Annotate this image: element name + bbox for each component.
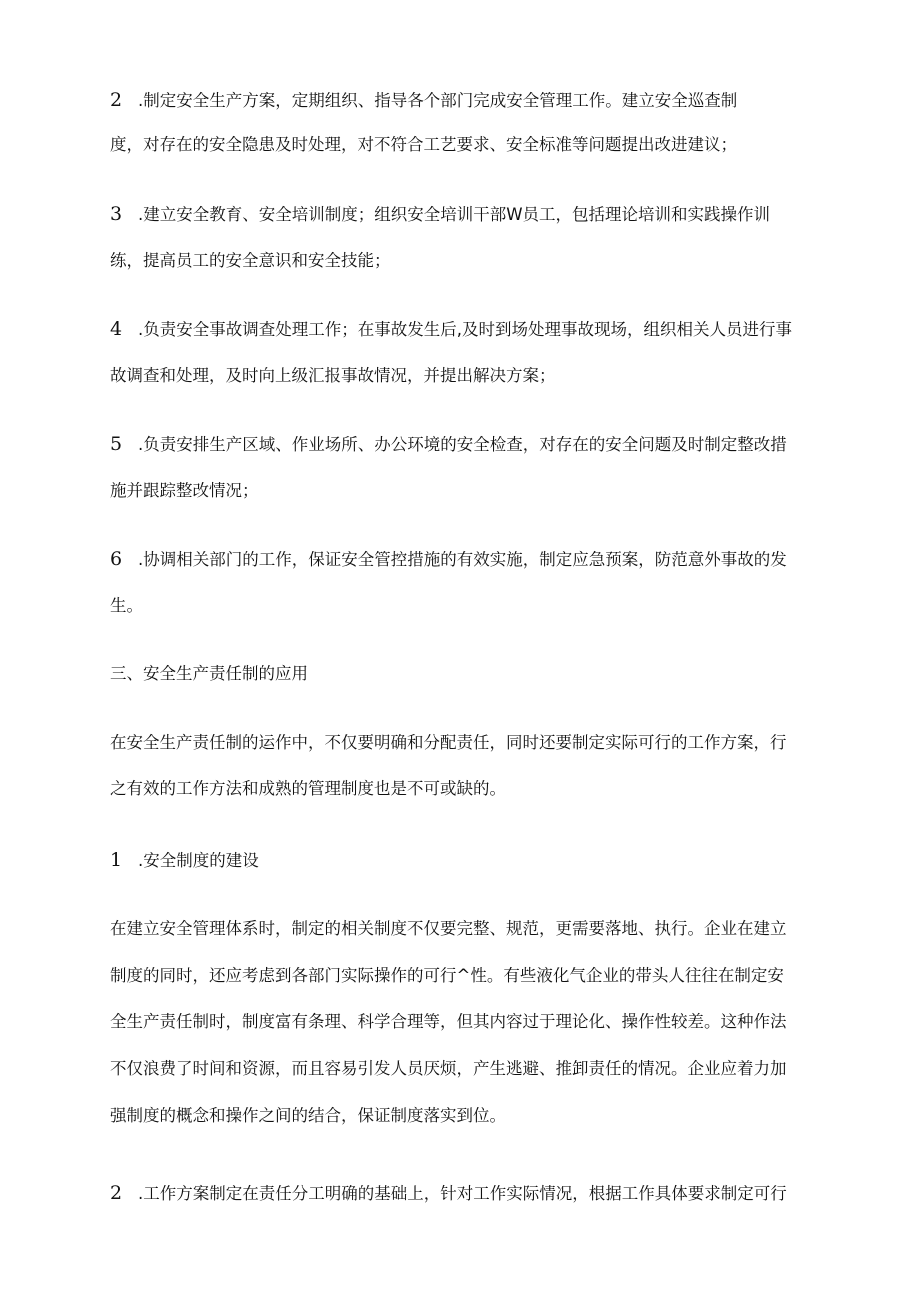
subsection-1-heading [110, 848, 810, 873]
list-item-2-line-1 [110, 88, 810, 113]
subsection-text: .工作方案制定在责任分工明确的基础上，针对工作实际情况，根据工作具体要求制定可行 [138, 1184, 787, 1203]
list-item-3-line-2: 练，提高员工的安全意识和安全技能； [110, 251, 391, 270]
list-item-4-line-1 [110, 317, 810, 342]
subsection-title: .安全制度的建设 [138, 851, 259, 870]
list-item-6-line-1 [110, 547, 810, 572]
list-item-text: .负责安全事故调查处理工作；在事故发生后,及时到场处理事故现场，组织相关人员进行事 [138, 320, 792, 339]
intro-paragraph-line-2: 之有效的工作方法和成熟的管理制度也是不可或缺的。 [110, 779, 506, 798]
subsection-1-para-line-3: 全生产责任制时，制度富有条理、科学合理等，但其内容过于理论化、操作性较差。这种作法 [110, 1012, 787, 1031]
section-heading: 三、安全生产责任制的应用 [110, 664, 308, 683]
subsection-number: 2 [110, 1182, 123, 1204]
list-item-number: 5 [110, 433, 123, 455]
list-item-text: .负责安排生产区域、作业场所、办公环境的安全检查，对存在的安全问题及时制定整改措 [138, 435, 787, 454]
list-item-2-line-2: 度，对存在的安全隐患及时处理，对不符合工艺要求、安全标准等问题提出改进建议； [110, 135, 737, 154]
subsection-1-para-line-5: 强制度的概念和操作之间的结合，保证制度落实到位。 [110, 1106, 506, 1125]
subsection-1-para-line-2: 制度的同时，还应考虑到各部门实际操作的可行^性。有些液化气企业的带头人往往在制定安 [110, 966, 784, 985]
list-item-number: 6 [110, 548, 123, 570]
intro-paragraph-line-1: 在安全生产责任制的运作中，不仅要明确和分配责任，同时还要制定实际可行的工作方案，行 [110, 733, 787, 752]
list-item-text: .协调相关部门的工作，保证安全管控措施的有效实施，制定应急预案，防范意外事故的发 [138, 550, 787, 569]
list-item-text: .建立安全教育、安全培训制度；组织安全培训干部W员工，包括理论培训和实践操作训 [138, 205, 771, 224]
subsection-1-para-line-1: 在建立安全管理体系时，制定的相关制度不仅要完整、规范，更需要落地、执行。企业在建立 [110, 919, 787, 938]
subsection-1-para-line-4: 不仅浪费了时间和资源，而且容易引发人员厌烦，产生逃避、推卸责任的情况。企业应着力加 [110, 1059, 787, 1078]
list-item-text: .制定安全生产方案，定期组织、指导各个部门完成安全管理工作。建立安全巡查制 [138, 91, 738, 110]
list-item-number: 2 [110, 89, 123, 111]
list-item-number: 3 [110, 203, 123, 225]
list-item-5-line-2: 施并跟踪整改情况； [110, 481, 259, 500]
list-item-5-line-1 [110, 432, 810, 457]
subsection-number: 1 [110, 849, 123, 871]
list-item-3-line-1 [110, 202, 810, 227]
subsection-2-line-1 [110, 1181, 810, 1206]
list-item-4-line-2: 故调查和处理，及时向上级汇报事故情况，并提出解决方案； [110, 366, 556, 385]
list-item-6-line-2: 生。 [110, 596, 143, 615]
list-item-number: 4 [110, 318, 123, 340]
